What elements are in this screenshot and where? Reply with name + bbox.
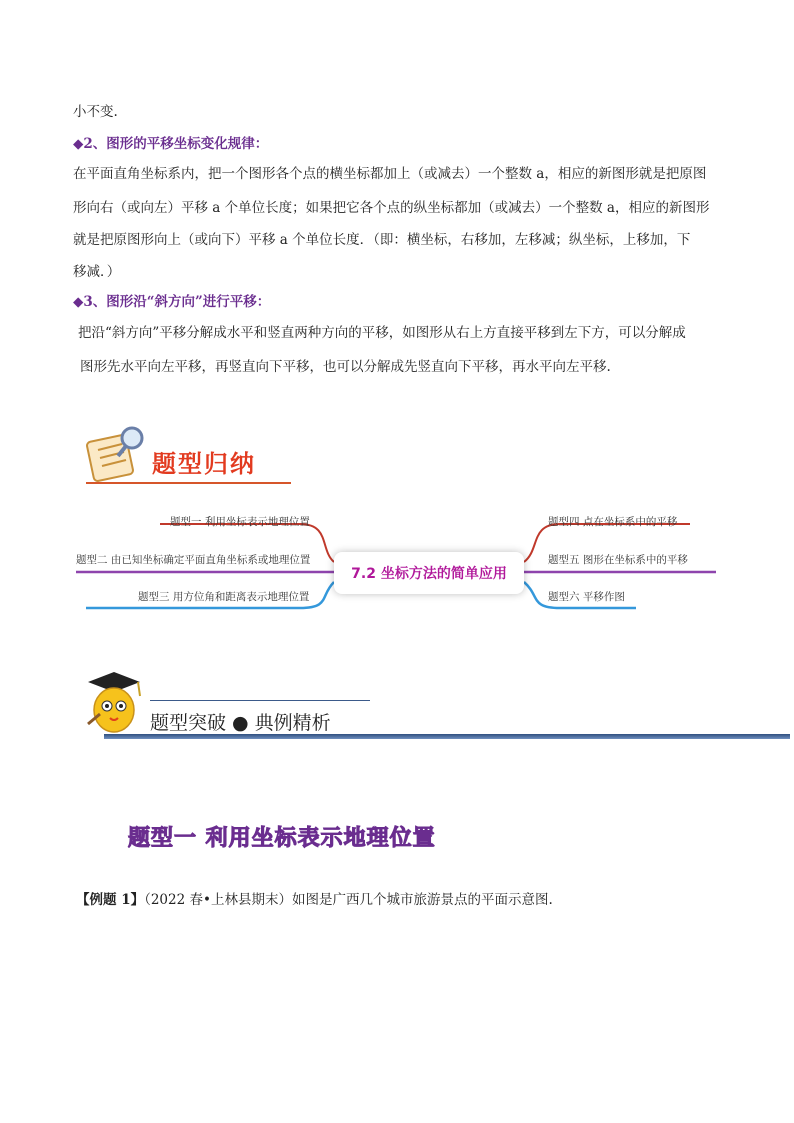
tixing-banner (86, 424, 296, 488)
tupo-top-line (150, 700, 370, 701)
section2-line-1: 在平面直角坐标系内，把一个图形各个点的横坐标都加上（或减去）一个整数 a，相应的新图形就是把原图 (73, 166, 707, 182)
mindmap-right-2: 题型五 图形在坐标系中的平移 (548, 554, 688, 566)
example1-text: （2022 春•上林县期末）如图是广西几个城市旅游景点的平面示意图. (144, 892, 553, 908)
section2-line-2: 形向右（或向左）平移 a 个单位长度；如果把它各个点的纵坐标都加（或减去）一个整数 a，相应的新图形 (73, 200, 710, 216)
tupo-title: 题型突破 ● 典例精析 (150, 712, 331, 734)
tixing-title: 题型归纳 (152, 449, 256, 478)
mindmap-center: 7.2 坐标方法的简单应用 (334, 552, 524, 594)
mindmap-right-3: 题型六 平移作图 (548, 591, 625, 603)
mindmap-left-3: 题型三 用方位角和距离表示地理位置 (138, 591, 310, 603)
section3-line-1: 把沿“斜方向”平移分解成水平和竖直两种方向的平移，如图形从右上方直接平移到左下方，可以分解成 (78, 325, 686, 341)
section2-line-4: 移减．） (73, 264, 121, 280)
intro-text: 小不变. (73, 104, 118, 120)
tixing-underline (86, 482, 291, 484)
mindmap-left-2: 题型二 由已知坐标确定平面直角坐标系或地理位置 (76, 554, 311, 566)
example1-label: 【例题 1】 (76, 892, 145, 908)
section3-heading: ◆3、图形沿“斜方向”进行平移： (73, 294, 271, 310)
notepad-magnifier-icon (86, 424, 156, 488)
mindmap-left-1: 题型一 利用坐标表示地理位置 (170, 516, 310, 528)
graduate-mascot-icon (80, 668, 150, 740)
section3-line-2: 图形先水平向左平移，再竖直向下平移，也可以分解成先竖直向下平移，再水平向左平移. (80, 359, 611, 375)
section2-line-3: 就是把原图形向上（或向下）平移 a 个单位长度．（即：横坐标，右移加，左移减；纵坐标，上移加，下 (73, 232, 691, 248)
mindmap-right-1: 题型四 点在坐标系中的平移 (548, 516, 678, 528)
example1 (76, 886, 553, 914)
tupo-underline (104, 734, 790, 739)
tupo-banner (80, 668, 792, 744)
section2-heading: ◆2、图形的平移坐标变化规律： (73, 136, 269, 152)
section-title: 题型一 利用坐标表示地理位置 (128, 826, 436, 851)
